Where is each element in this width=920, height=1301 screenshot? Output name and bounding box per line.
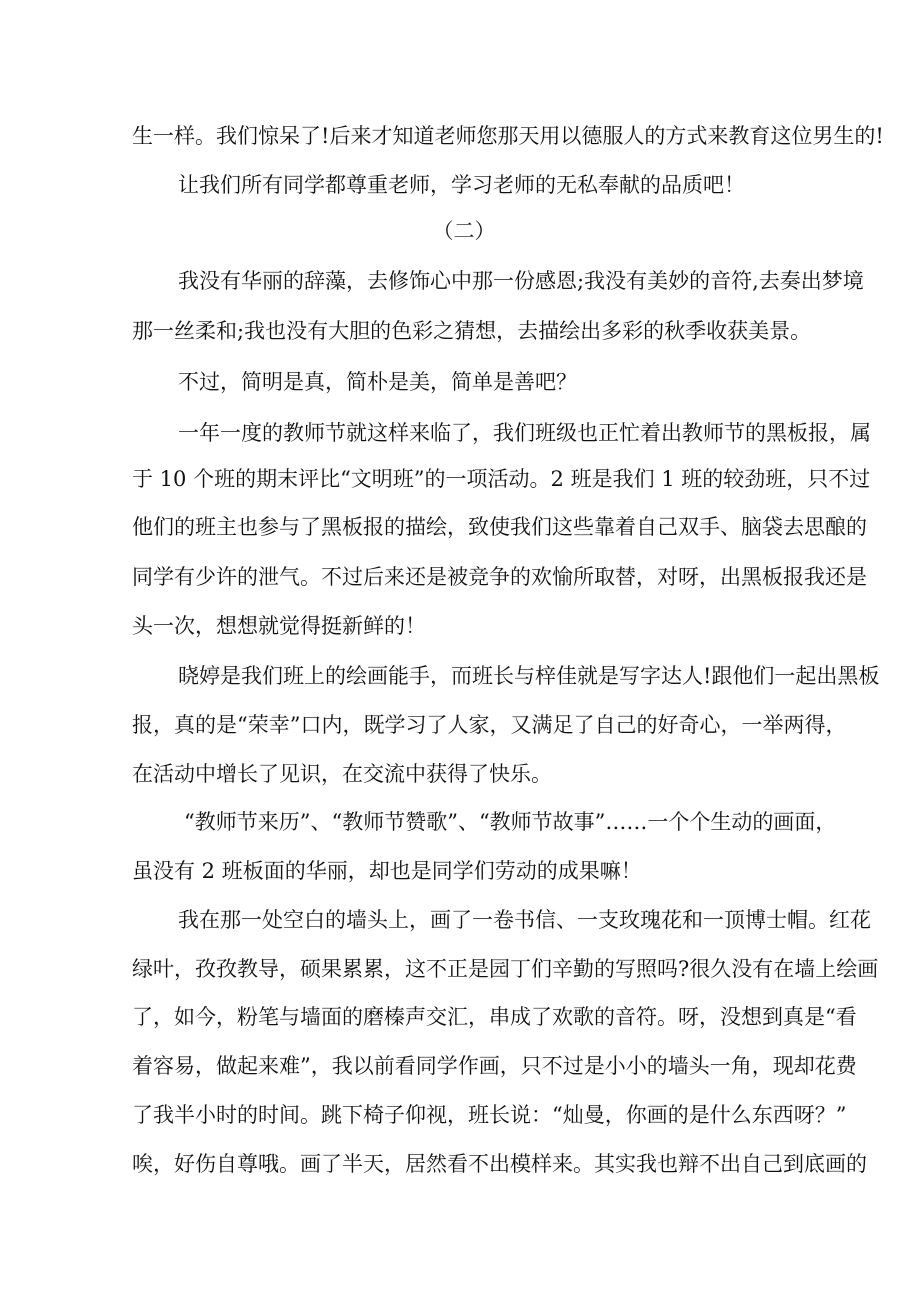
text-line: “教师节来历”、“教师节赞歌”、“教师节故事”……一个个生动的画面，: [184, 810, 837, 834]
text-line: 那一丝柔和;我也没有大胆的色彩之猜想，去描绘出多彩的秋季收获美景。: [132, 319, 812, 343]
text-line: 不过，简明是真，简朴是美，简单是善吧？: [178, 370, 577, 394]
text-line: 绿叶，孜孜教导，硕果累累，这不正是园丁们辛勤的写照吗?很久没有在墙上绘画: [132, 957, 879, 981]
text-line: 虽没有 2 班板面的华丽，却也是同学们劳动的成果嘛！: [132, 859, 642, 883]
text-line: 他们的班主也参与了黑板报的描绘，致使我们这些靠着自己双手、脑袋去思酿的: [132, 515, 867, 539]
document-page: [132, 0, 884, 1301]
text-line: 了我半小时的时间。跳下椅子仰视，班长说：“灿曼，你画的是什么东西呀？”: [132, 1103, 847, 1127]
text-line: 头一次，想想就觉得挺新鲜的！: [132, 614, 426, 638]
text-line: 着容易，做起来难”，我以前看同学作画，只不过是小小的墙头一角，现却花费: [132, 1054, 857, 1078]
text-line: 我没有华丽的辞藻，去修饰心中那一份感恩;我没有美妙的音符,去奏出梦境: [178, 269, 864, 293]
text-line: 了，如今，粉笔与墙面的磨榛声交汇，串成了欢歌的音符。呀，没想到真是“看: [132, 1005, 857, 1029]
text-line: 一年一度的教师节就这样来临了，我们班级也正忙着出教师节的黑板报，属: [178, 421, 871, 445]
text-line: 唉，好伤自尊哦。画了半天，居然看不出模样来。其实我也辩不出自己到底画的: [132, 1152, 867, 1176]
text-line: 我在那一处空白的墙头上，画了一卷书信、一支玫瑰花和一顶博士帽。红花: [178, 908, 871, 932]
text-line: 生一样。我们惊呆了!后来才知道老师您那天用以德服人的方式来教育这位男生的!: [132, 124, 884, 148]
text-line: 在活动中增长了见识，在交流中获得了快乐。: [132, 762, 552, 786]
text-line: 同学有少许的泄气。不过后来还是被竞争的欢愉所取替，对呀，出黑板报我还是: [132, 565, 867, 589]
text-line: 晓婷是我们班上的绘画能手，而班长与梓佳就是写字达人!跟他们一起出黑板: [178, 664, 880, 688]
text-line: 于 10 个班的期末评比“文明班”的一项活动。2 班是我们 1 班的较劲班，只不过: [132, 467, 871, 491]
text-line: 报，真的是“荣幸”口内，既学习了人家，又满足了自己的好奇心，一举两得，: [132, 713, 847, 737]
section-heading: （二）: [432, 219, 496, 243]
text-line: 让我们所有同学都尊重老师，学习老师的无私奉献的品质吧！: [178, 173, 745, 197]
